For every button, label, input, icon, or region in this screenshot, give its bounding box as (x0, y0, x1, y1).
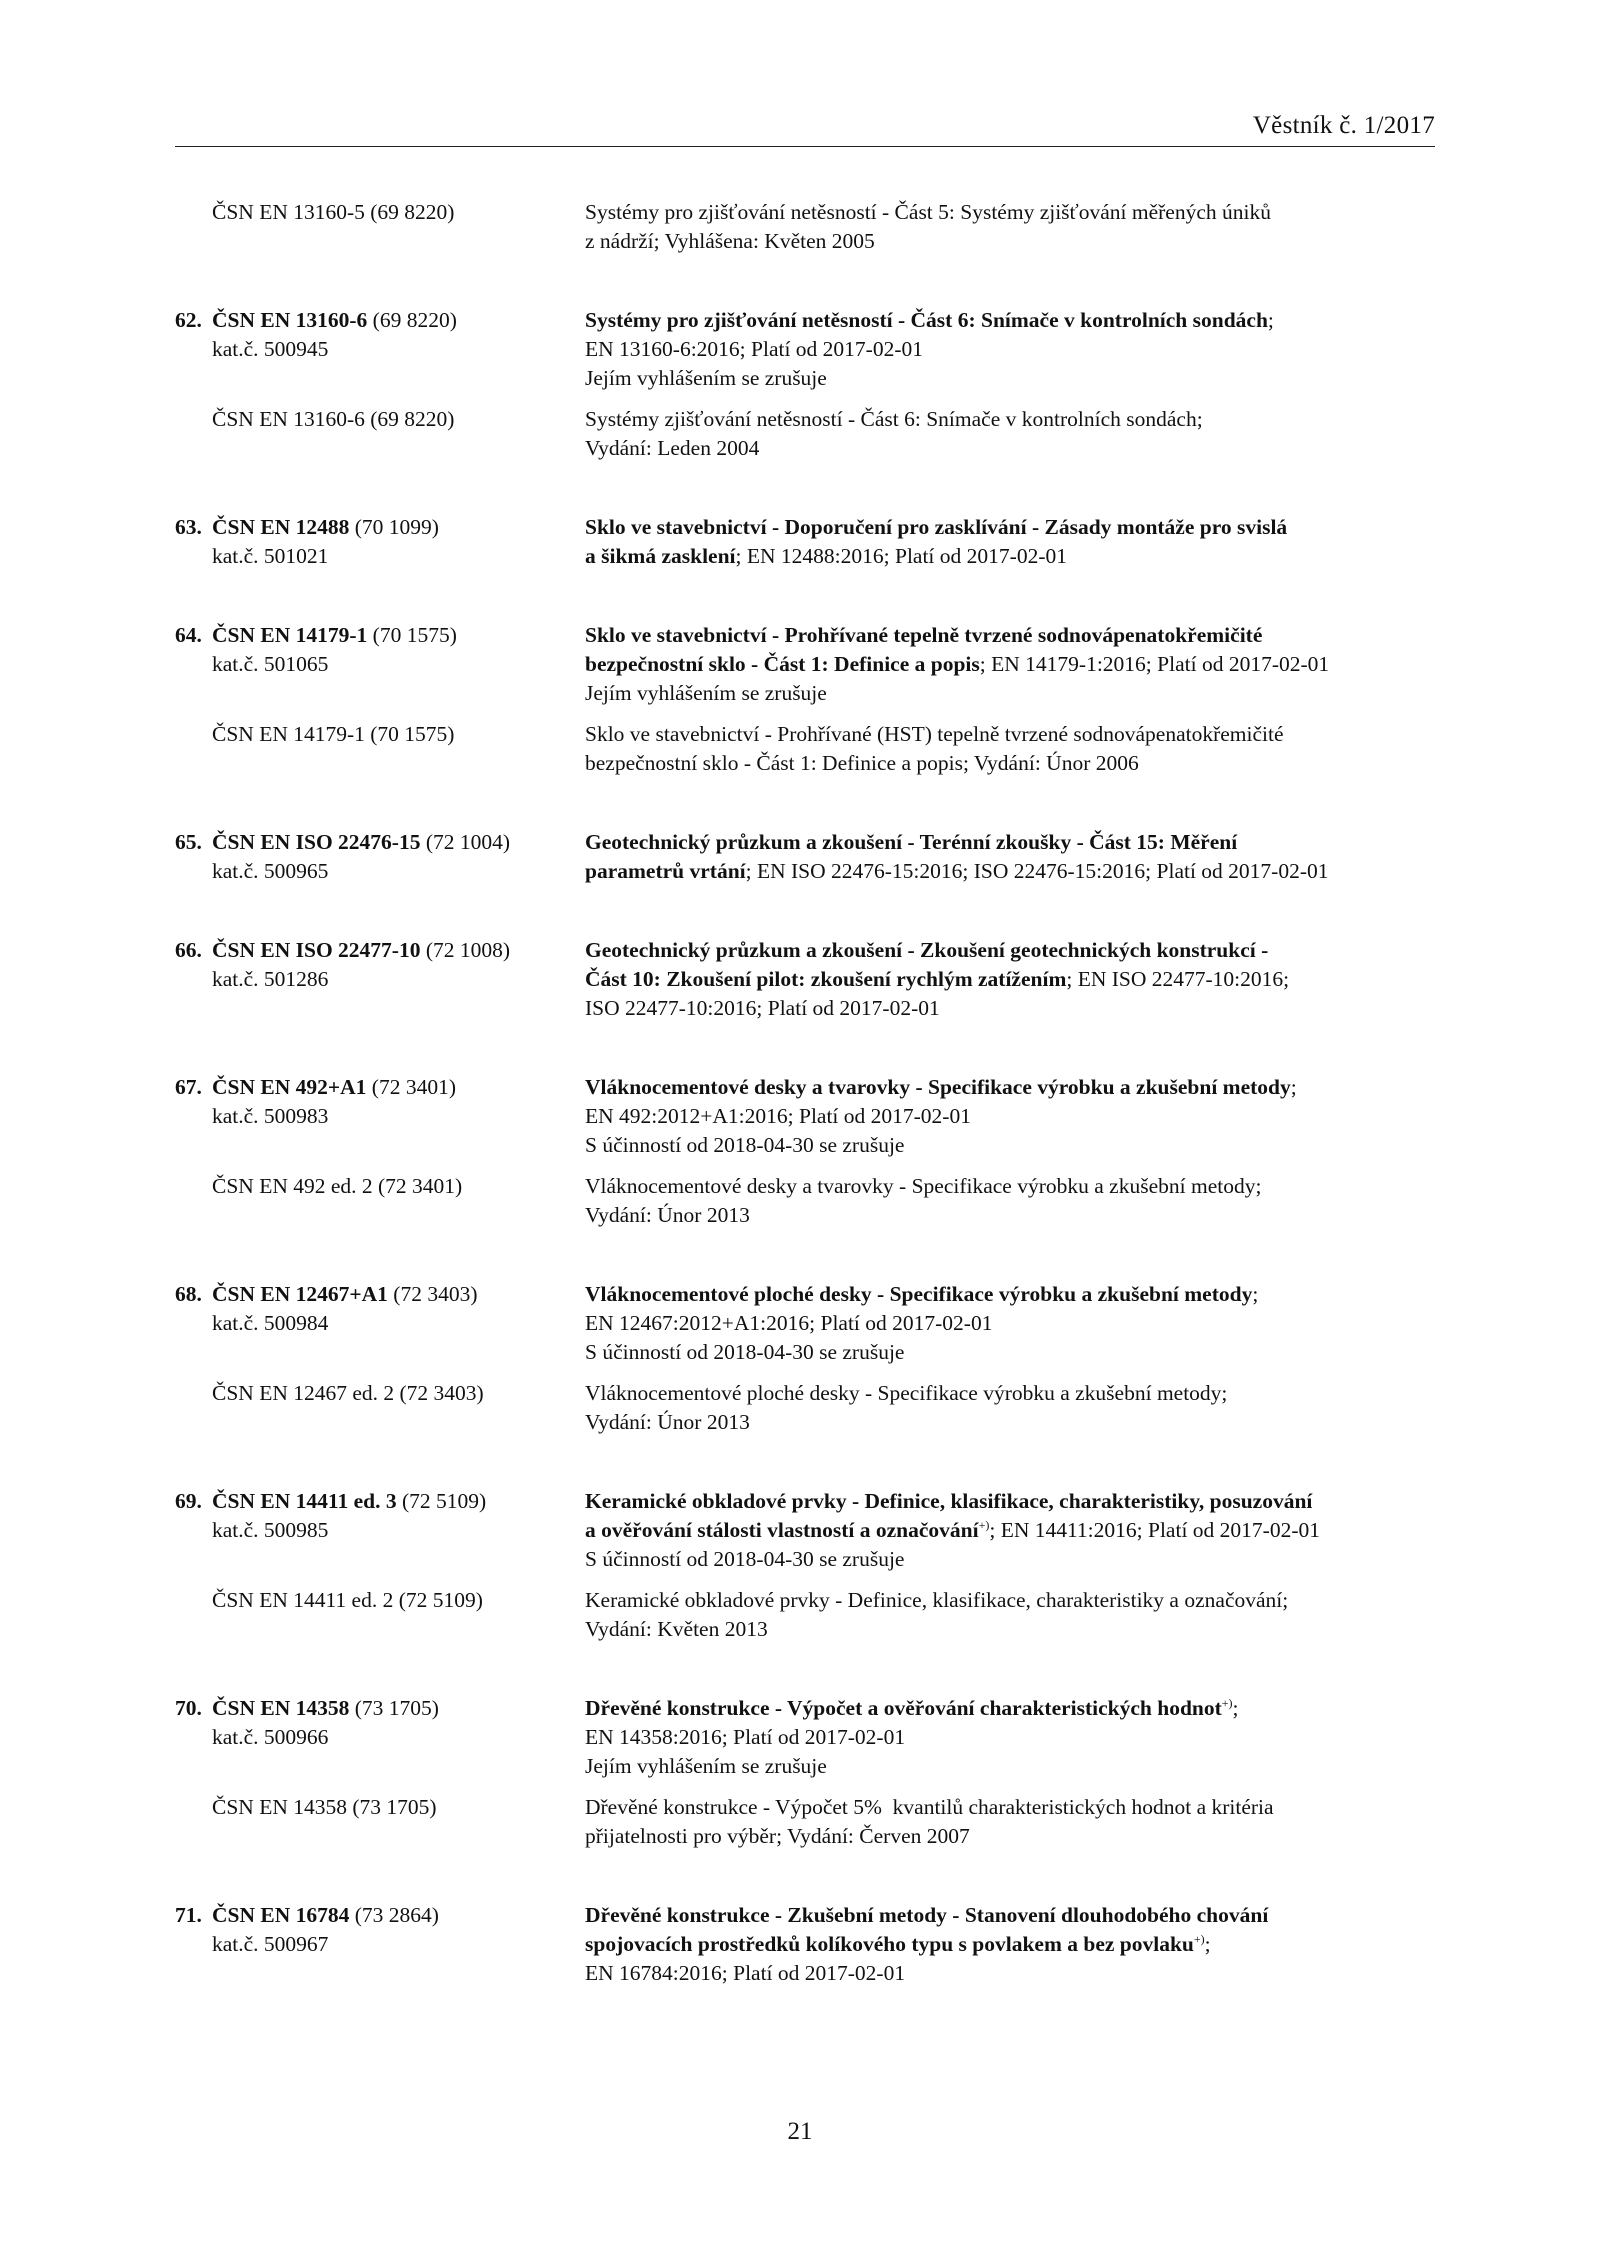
entry-67 (175, 1073, 1440, 1230)
standard-title: Geotechnický průzkum a zkoušení - Terénní zkoušky - Část 15: Měření (585, 830, 1238, 854)
catalog-number: kat.č. 500945 (212, 337, 329, 361)
title-suffix: ; (1267, 308, 1274, 332)
catalog-number: kat.č. 500966 (212, 1725, 329, 1749)
entry-number: 71. (175, 1903, 202, 1927)
replacement-note: Jejím vyhlášením se zrušuje (585, 681, 827, 705)
standard-code: ČSN EN 13160-6 (212, 308, 368, 332)
standard-title: Geotechnický průzkum a zkoušení - Zkoušení geotechnických konstrukcí - (585, 938, 1269, 962)
standard-code: ČSN EN 14179-1 (212, 623, 368, 647)
bulletin-title: Věstník č. 1/2017 (1252, 112, 1435, 139)
standard-title-cont: Část 10: Zkoušení pilot: zkoušení rychlým zatížením (585, 967, 1067, 991)
old-standard-code: ČSN EN 13160-6 (69 8220) (212, 407, 455, 431)
validity-line: EN 12467:2012+A1:2016; Platí od 2017-02-01 (585, 1311, 993, 1335)
standard-code: ČSN EN 12467+A1 (212, 1282, 388, 1306)
entry-number: 62. (175, 308, 202, 332)
old-standard-code: ČSN EN 13160-5 (69 8220) (212, 200, 455, 224)
standard-title-cont: a šikmá zasklení (585, 544, 736, 568)
old-standard-title-line2: Vydání: Únor 2013 (585, 1410, 750, 1434)
standard-code: ČSN EN 14411 ed. 3 (212, 1489, 397, 1513)
entry-number: 64. (175, 623, 202, 647)
entry-continuation (175, 198, 1440, 256)
replacement-note: S účinností od 2018-04-30 se zrušuje (585, 1133, 905, 1157)
entry-65 (175, 828, 1440, 886)
validity-line: EN 492:2012+A1:2016; Platí od 2017-02-01 (585, 1104, 971, 1128)
standard-title: Systémy pro zjišťování netěsností - Část 6: Snímače v kontrolních sondách (585, 308, 1268, 332)
replacement-note: S účinností od 2018-04-30 se zrušuje (585, 1340, 905, 1364)
entry-64 (175, 621, 1440, 778)
old-standard-code: ČSN EN 14179-1 (70 1575) (212, 722, 455, 746)
standard-code: ČSN EN ISO 22477-10 (212, 938, 421, 962)
standard-code: ČSN EN 14358 (212, 1696, 350, 1720)
standard-title: Keramické obkladové prvky - Definice, klasifikace, charakteristiky, posuzování (585, 1489, 1313, 1513)
catalog-number: kat.č. 500985 (212, 1518, 329, 1542)
standard-class: (70 1099) (349, 515, 439, 539)
old-standard-title-line1: Dřevěné konstrukce - Výpočet 5% kvantilů charakteristických hodnot a kritéria (585, 1795, 1274, 1819)
standard-title-cont: a ověřování stálosti vlastností a označování (585, 1518, 979, 1542)
entry-71 (175, 1901, 1440, 1988)
old-standard-code: ČSN EN 12467 ed. 2 (72 3403) (212, 1381, 484, 1405)
validity-line: EN 13160-6:2016; Platí od 2017-02-01 (585, 337, 924, 361)
entry-number: 70. (175, 1696, 202, 1720)
old-standard-code: ČSN EN 492 ed. 2 (72 3401) (212, 1174, 463, 1198)
catalog-number: kat.č. 500983 (212, 1104, 329, 1128)
standard-title: Vláknocementové ploché desky - Specifikace výrobku a zkušební metody (585, 1282, 1253, 1306)
catalog-number: kat.č. 500967 (212, 1932, 329, 1956)
standards-list (175, 198, 1440, 1988)
entry-number: 63. (175, 515, 202, 539)
entry-number: 65. (175, 830, 202, 854)
entry-number: 68. (175, 1282, 202, 1306)
entry-number: 69. (175, 1489, 202, 1513)
entry-63 (175, 513, 1440, 571)
header-rule (175, 146, 1435, 147)
standard-title-cont: bezpečnostní sklo - Část 1: Definice a popis (585, 652, 980, 676)
entry-69 (175, 1487, 1440, 1644)
validity-line: ; EN ISO 22476-15:2016; ISO 22476-15:2016; Platí od 2017-02-01 (745, 859, 1329, 883)
catalog-number: kat.č. 500984 (212, 1311, 329, 1335)
replacement-note: S účinností od 2018-04-30 se zrušuje (585, 1547, 905, 1571)
catalog-number: kat.č. 501065 (212, 652, 329, 676)
standard-title: Dřevěné konstrukce - Výpočet a ověřování charakteristických hodnot (585, 1696, 1222, 1720)
validity-line: ; EN ISO 22477-10:2016; (1066, 967, 1290, 991)
title-suffix: ; (1204, 1932, 1211, 1956)
validity-line: ; EN 12488:2016; Platí od 2017-02-01 (735, 544, 1067, 568)
old-standard-title-line2: přijatelnosti pro výběr; Vydání: Červen 2007 (585, 1824, 970, 1848)
standard-class: (72 5109) (396, 1489, 487, 1513)
standard-class: (72 3403) (387, 1282, 478, 1306)
old-standard-title-line1: Vláknocementové desky a tvarovky - Specifikace výrobku a zkušební metody; (585, 1174, 1262, 1198)
page-header (175, 112, 1435, 146)
standard-code: ČSN EN ISO 22476-15 (212, 830, 421, 854)
page-number: 21 (787, 2118, 813, 2145)
replacement-note: Jejím vyhlášením se zrušuje (585, 1754, 827, 1778)
standard-title: Vláknocementové desky a tvarovky - Specifikace výrobku a zkušební metody (585, 1075, 1291, 1099)
standard-title: Dřevěné konstrukce - Zkušební metody - Stanovení dlouhodobého chování (585, 1903, 1269, 1927)
standard-code: ČSN EN 12488 (212, 515, 350, 539)
old-standard-code: ČSN EN 14358 (73 1705) (212, 1795, 437, 1819)
standard-code: ČSN EN 16784 (212, 1903, 350, 1927)
title-suffix: ; (1252, 1282, 1259, 1306)
entry-70 (175, 1694, 1440, 1851)
old-standard-title-line2: bezpečnostní sklo - Část 1: Definice a popis; Vydání: Únor 2006 (585, 751, 1139, 775)
validity-line: ; EN 14179-1:2016; Platí od 2017-02-01 (979, 652, 1330, 676)
catalog-number: kat.č. 501021 (212, 544, 329, 568)
old-standard-title-line1: Keramické obkladové prvky - Definice, klasifikace, charakteristiky a označování; (585, 1588, 1289, 1612)
standard-class: (72 1004) (420, 830, 511, 854)
old-standard-title-line2: Vydání: Květen 2013 (585, 1617, 768, 1641)
catalog-number: kat.č. 501286 (212, 967, 329, 991)
standard-code: ČSN EN 492+A1 (212, 1075, 367, 1099)
entry-66 (175, 936, 1440, 1023)
validity-line: EN 14358:2016; Platí od 2017-02-01 (585, 1725, 906, 1749)
footnote-marker: +) (1221, 1696, 1233, 1710)
old-standard-title-line2: Vydání: Leden 2004 (585, 436, 760, 460)
old-standard-title-line1: Systémy zjišťování netěsností - Část 6: Snímače v kontrolních sondách; (585, 407, 1203, 431)
title-suffix: ; (1232, 1696, 1239, 1720)
validity-line-cont: ISO 22477-10:2016; Platí od 2017-02-01 (585, 996, 940, 1020)
old-standard-title-line1: Systémy pro zjišťování netěsností - Část 5: Systémy zjišťování měřených úniků (585, 200, 1271, 224)
validity-line: EN 16784:2016; Platí od 2017-02-01 (585, 1961, 906, 1985)
standard-class: (72 1008) (420, 938, 511, 962)
entry-number: 67. (175, 1075, 202, 1099)
old-standard-title-line1: Sklo ve stavebnictví - Prohřívané (HST) tepelně tvrzené sodnovápenatokřemičité (585, 722, 1284, 746)
footnote-marker: +) (1193, 1932, 1205, 1946)
entry-number: 66. (175, 938, 202, 962)
standard-class: (72 3401) (366, 1075, 456, 1099)
footnote-marker: +) (978, 1518, 990, 1532)
old-standard-title-line2: Vydání: Únor 2013 (585, 1203, 750, 1227)
entry-68 (175, 1280, 1440, 1437)
standard-title-cont: parametrů vrtání (585, 859, 746, 883)
standard-class: (69 8220) (367, 308, 457, 332)
standard-title-cont: spojovacích prostředků kolíkového typu s povlakem a bez povlaku (585, 1932, 1194, 1956)
standard-title: Sklo ve stavebnictví - Doporučení pro zasklívání - Zásady montáže pro svislá (585, 515, 1288, 539)
replacement-note: Jejím vyhlášením se zrušuje (585, 366, 827, 390)
standard-class: (73 2864) (349, 1903, 439, 1927)
standard-title: Sklo ve stavebnictví - Prohřívané tepelně tvrzené sodnovápenatokřemičité (585, 623, 1263, 647)
old-standard-code: ČSN EN 14411 ed. 2 (72 5109) (212, 1588, 483, 1612)
standard-class: (70 1575) (367, 623, 457, 647)
entry-62 (175, 306, 1440, 463)
old-standard-title-line1: Vláknocementové ploché desky - Specifikace výrobku a zkušební metody; (585, 1381, 1228, 1405)
validity-line: ; EN 14411:2016; Platí od 2017-02-01 (989, 1518, 1320, 1542)
old-standard-title-line2: z nádrží; Vyhlášena: Květen 2005 (585, 229, 875, 253)
catalog-number: kat.č. 500965 (212, 859, 329, 883)
standard-class: (73 1705) (349, 1696, 439, 1720)
title-suffix: ; (1290, 1075, 1297, 1099)
